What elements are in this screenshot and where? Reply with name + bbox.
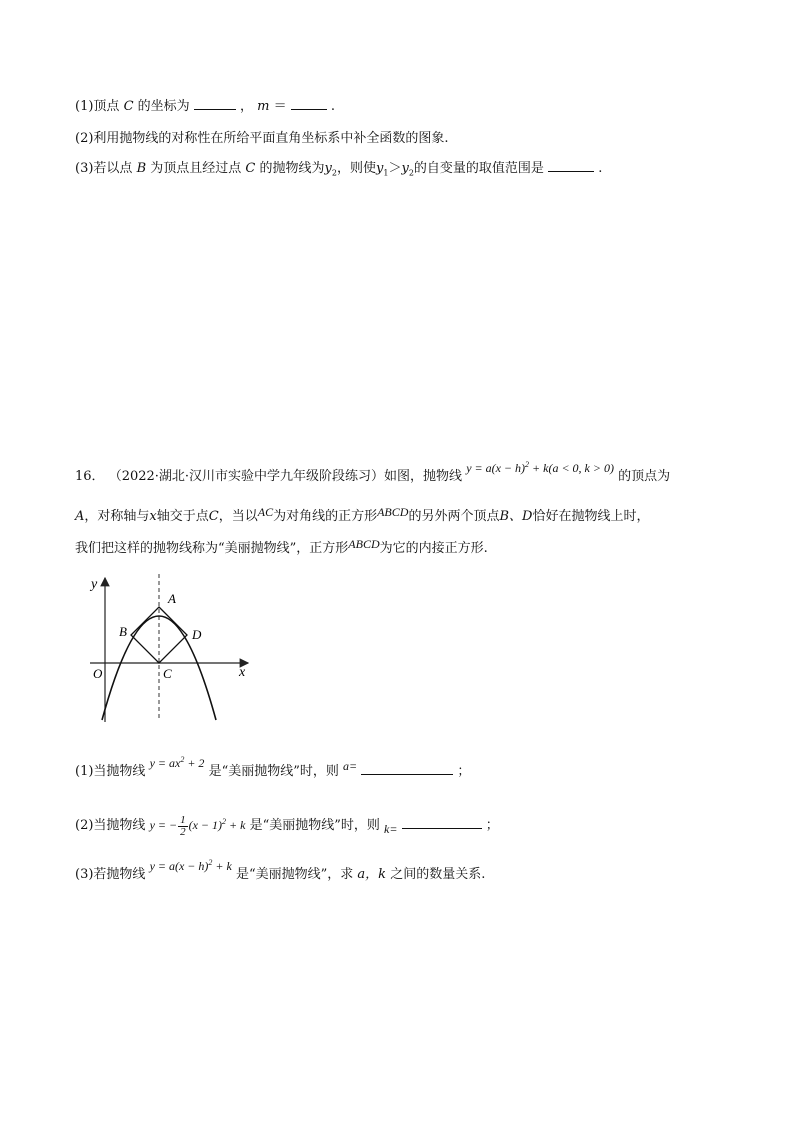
q16-sub3: (3)若抛物线 $y = a(x - h)^2 + k$ 是“美丽抛物线”，求 a，k 之间的数量关系. xyxy=(75,858,486,882)
answer-blank-range[interactable] xyxy=(548,159,594,172)
label-B: B xyxy=(119,624,127,639)
label-x: x xyxy=(239,665,246,680)
q16-sub2: (2)当抛物线 y = − $\frac{1}{2}$ $(x - 1)^2 + k$ 是“美丽抛物线”时，则 k= ； xyxy=(75,813,499,838)
label-D: D xyxy=(192,627,202,642)
q16-stem-line1: 16． （2022·湖北·汉川市实验中学九年级阶段练习）如图，抛物线 $y = a(x - h)^2 + k(a < 0$, k > 0) 的顶点为 xyxy=(75,460,671,484)
q15-part1: (1)顶点 C 的坐标为 ， m ＝ . xyxy=(75,99,336,114)
q15-part3: (3)若以点 B 为顶点且经过点 C 的抛物线为$y_2$，则使$y_1>y_2$的自变量的取值范围是 . xyxy=(75,161,603,178)
answer-blank-a[interactable] xyxy=(361,762,453,775)
q16-sub1: (1)当抛物线 $y = ax^2 + 2$ 是“美丽抛物线”时，则 a= ； xyxy=(75,755,471,779)
q15-part2: (2)利用抛物线的对称性在所给平面直角坐标系中补全函数的图象. xyxy=(75,131,449,146)
label-C: C xyxy=(163,666,172,681)
label-A: A xyxy=(168,591,176,606)
answer-blank-m[interactable] xyxy=(291,97,327,110)
q16-stem-line2: A，对称轴与x轴交于点C，当以AC为对角线的正方形ABCD的另外两个顶点B、D恰好在抛物线上时， xyxy=(75,505,650,524)
label-O: O xyxy=(93,666,103,681)
question-number: 16． xyxy=(75,469,105,484)
answer-blank-vertex[interactable] xyxy=(194,97,236,110)
q16-stem-line3: 我们把这样的抛物线称为“美丽抛物线”，正方形ABCD为它的内接正方形. xyxy=(75,537,488,556)
point-C: C xyxy=(123,99,134,114)
parabola-formula: $y = a(x - h)^2 + k(a < 0$, k > 0) xyxy=(466,460,614,475)
parabola-figure xyxy=(88,572,258,724)
label-y: y xyxy=(91,577,98,592)
answer-blank-k[interactable] xyxy=(402,816,482,829)
